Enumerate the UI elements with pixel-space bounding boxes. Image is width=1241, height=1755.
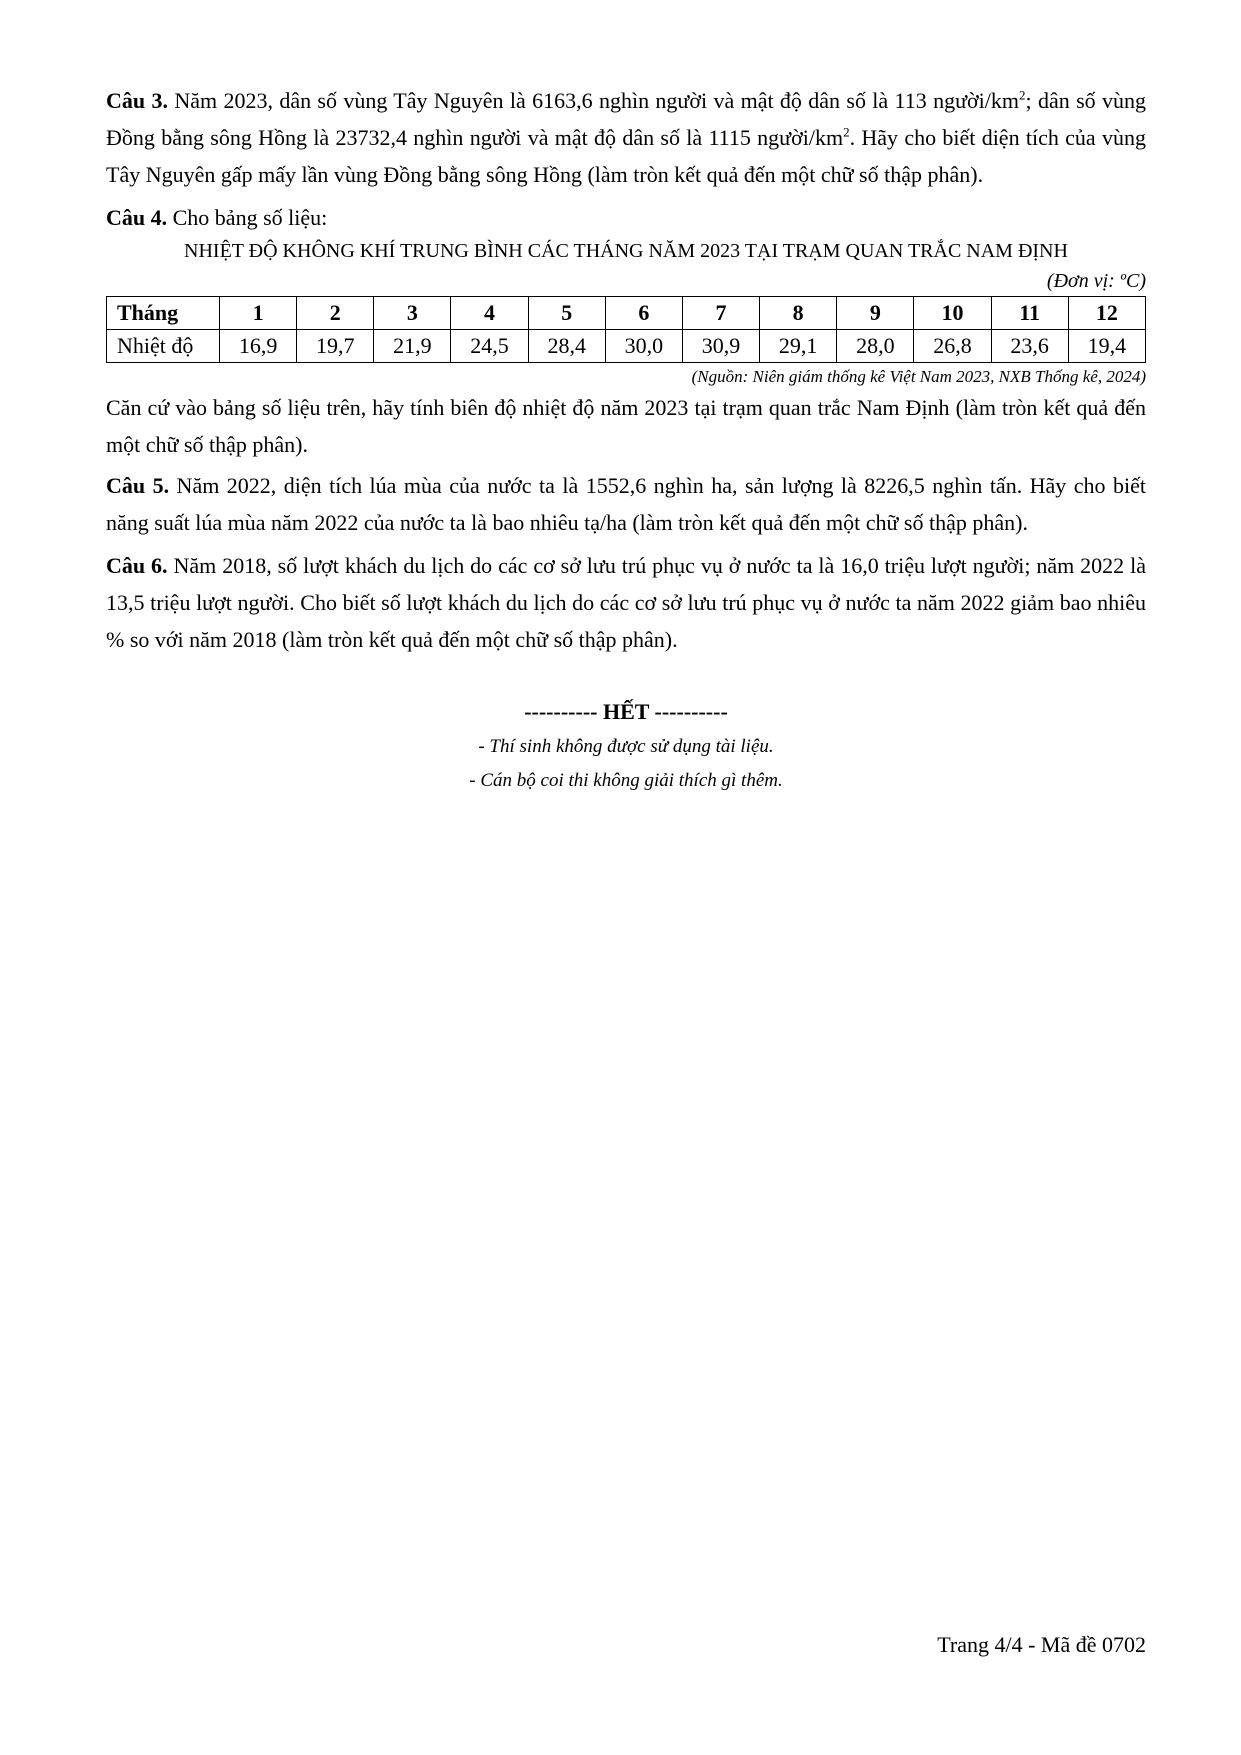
temperature-cell: 26,8 [914, 330, 991, 363]
temperature-cell: 24,5 [451, 330, 528, 363]
question-4-intro-text: Cho bảng số liệu: [167, 205, 328, 230]
month-cell: 6 [605, 297, 682, 330]
question-4-label: Câu 4. [106, 205, 168, 230]
table-header-row [107, 297, 1146, 330]
question-4-intro [106, 199, 1146, 236]
month-cell: 11 [991, 297, 1068, 330]
month-cell: 8 [760, 297, 837, 330]
exam-page [106, 0, 1146, 798]
temperature-cell: 28,0 [837, 330, 914, 363]
question-3-text-part2: ; dân số vùng Đồng bằng sông Hồng là 23732,4 nghìn người và mật độ dân số là 1115 người/km [106, 88, 1146, 150]
question-6-text: Năm 2018, số lượt khách du lịch do các cơ sở lưu trú phục vụ ở nước ta là 16,0 triệu lượt người; năm 2022 là 13,5 triệu lượt người. Cho biết số lượt khách du lịch do các cơ sở lưu trú phục vụ ở nước ta năm 2022 giảm bao nhiêu % so với năm 2018 (làm tròn kết quả đến một chữ số thập phân). [106, 553, 1146, 652]
question-3-text-part3: . Hãy cho biết diện tích của vùng Tây Nguyên gấp mấy lần vùng Đồng bằng sông Hồng (làm tròn kết quả đến một chữ số thập phân). [106, 125, 1146, 187]
question-5-text: Năm 2022, diện tích lúa mùa của nước ta là 1552,6 nghìn ha, sản lượng là 8226,5 nghìn tấn. Hãy cho biết năng suất lúa mùa năm 2022 của nước ta là bao nhiêu tạ/ha (làm tròn kết quả đến một chữ số thập phân). [106, 473, 1146, 535]
month-cell: 3 [374, 297, 451, 330]
question-6-label: Câu 6. [106, 553, 168, 578]
table-value-row [107, 330, 1146, 363]
question-6 [106, 547, 1146, 658]
table-header-label: Tháng [107, 297, 220, 330]
superscript: 2 [843, 124, 850, 140]
table-title: NHIỆT ĐỘ KHÔNG KHÍ TRUNG BÌNH CÁC THÁNG NĂM 2023 TẠI TRẠM QUAN TRẮC NAM ĐỊNH [184, 240, 1068, 262]
month-cell: 12 [1068, 297, 1145, 330]
month-cell: 9 [837, 297, 914, 330]
table-source: (Nguồn: Niên giám thống kê Việt Nam 2023, NXB Thống kê, 2024) [691, 367, 1146, 386]
question-3-label: Câu 3. [106, 88, 168, 113]
temperature-cell: 19,4 [1068, 330, 1145, 363]
temperature-cell: 19,7 [297, 330, 374, 363]
note-no-explanation: - Cán bộ coi thi không giải thích gì thêm. [469, 770, 783, 791]
temperature-cell: 30,9 [682, 330, 759, 363]
note-no-materials: - Thí sinh không được sử dụng tài liệu. [478, 736, 774, 757]
month-cell: 10 [914, 297, 991, 330]
question-3-text-part1: Năm 2023, dân số vùng Tây Nguyên là 6163,6 nghìn người và mật độ dân số là 113 người/km [167, 88, 1019, 113]
temperature-table [106, 296, 1146, 363]
question-3 [106, 82, 1146, 193]
temperature-cell: 16,9 [220, 330, 297, 363]
question-5-label: Câu 5. [106, 473, 170, 498]
temperature-cell: 29,1 [760, 330, 837, 363]
page-footer: Trang 4/4 - Mã đề 0702 [937, 1632, 1146, 1657]
month-cell: 2 [297, 297, 374, 330]
table-row-label: Nhiệt độ [107, 330, 220, 363]
table-unit: (Đơn vị: ºC) [1046, 270, 1146, 292]
month-cell: 4 [451, 297, 528, 330]
question-4-text: Căn cứ vào bảng số liệu trên, hãy tính biên độ nhiệt độ năm 2023 tại trạm quan trắc Nam Định (làm tròn kết quả đến một chữ số thập phân). [106, 395, 1146, 457]
end-marker: ---------- HẾT ---------- [524, 699, 728, 724]
temperature-cell: 28,4 [528, 330, 605, 363]
temperature-cell: 30,0 [605, 330, 682, 363]
temperature-cell: 21,9 [374, 330, 451, 363]
question-5 [106, 467, 1146, 541]
superscript: 2 [1018, 87, 1026, 103]
month-cell: 7 [682, 297, 759, 330]
month-cell: 1 [220, 297, 297, 330]
temperature-cell: 23,6 [991, 330, 1068, 363]
month-cell: 5 [528, 297, 605, 330]
